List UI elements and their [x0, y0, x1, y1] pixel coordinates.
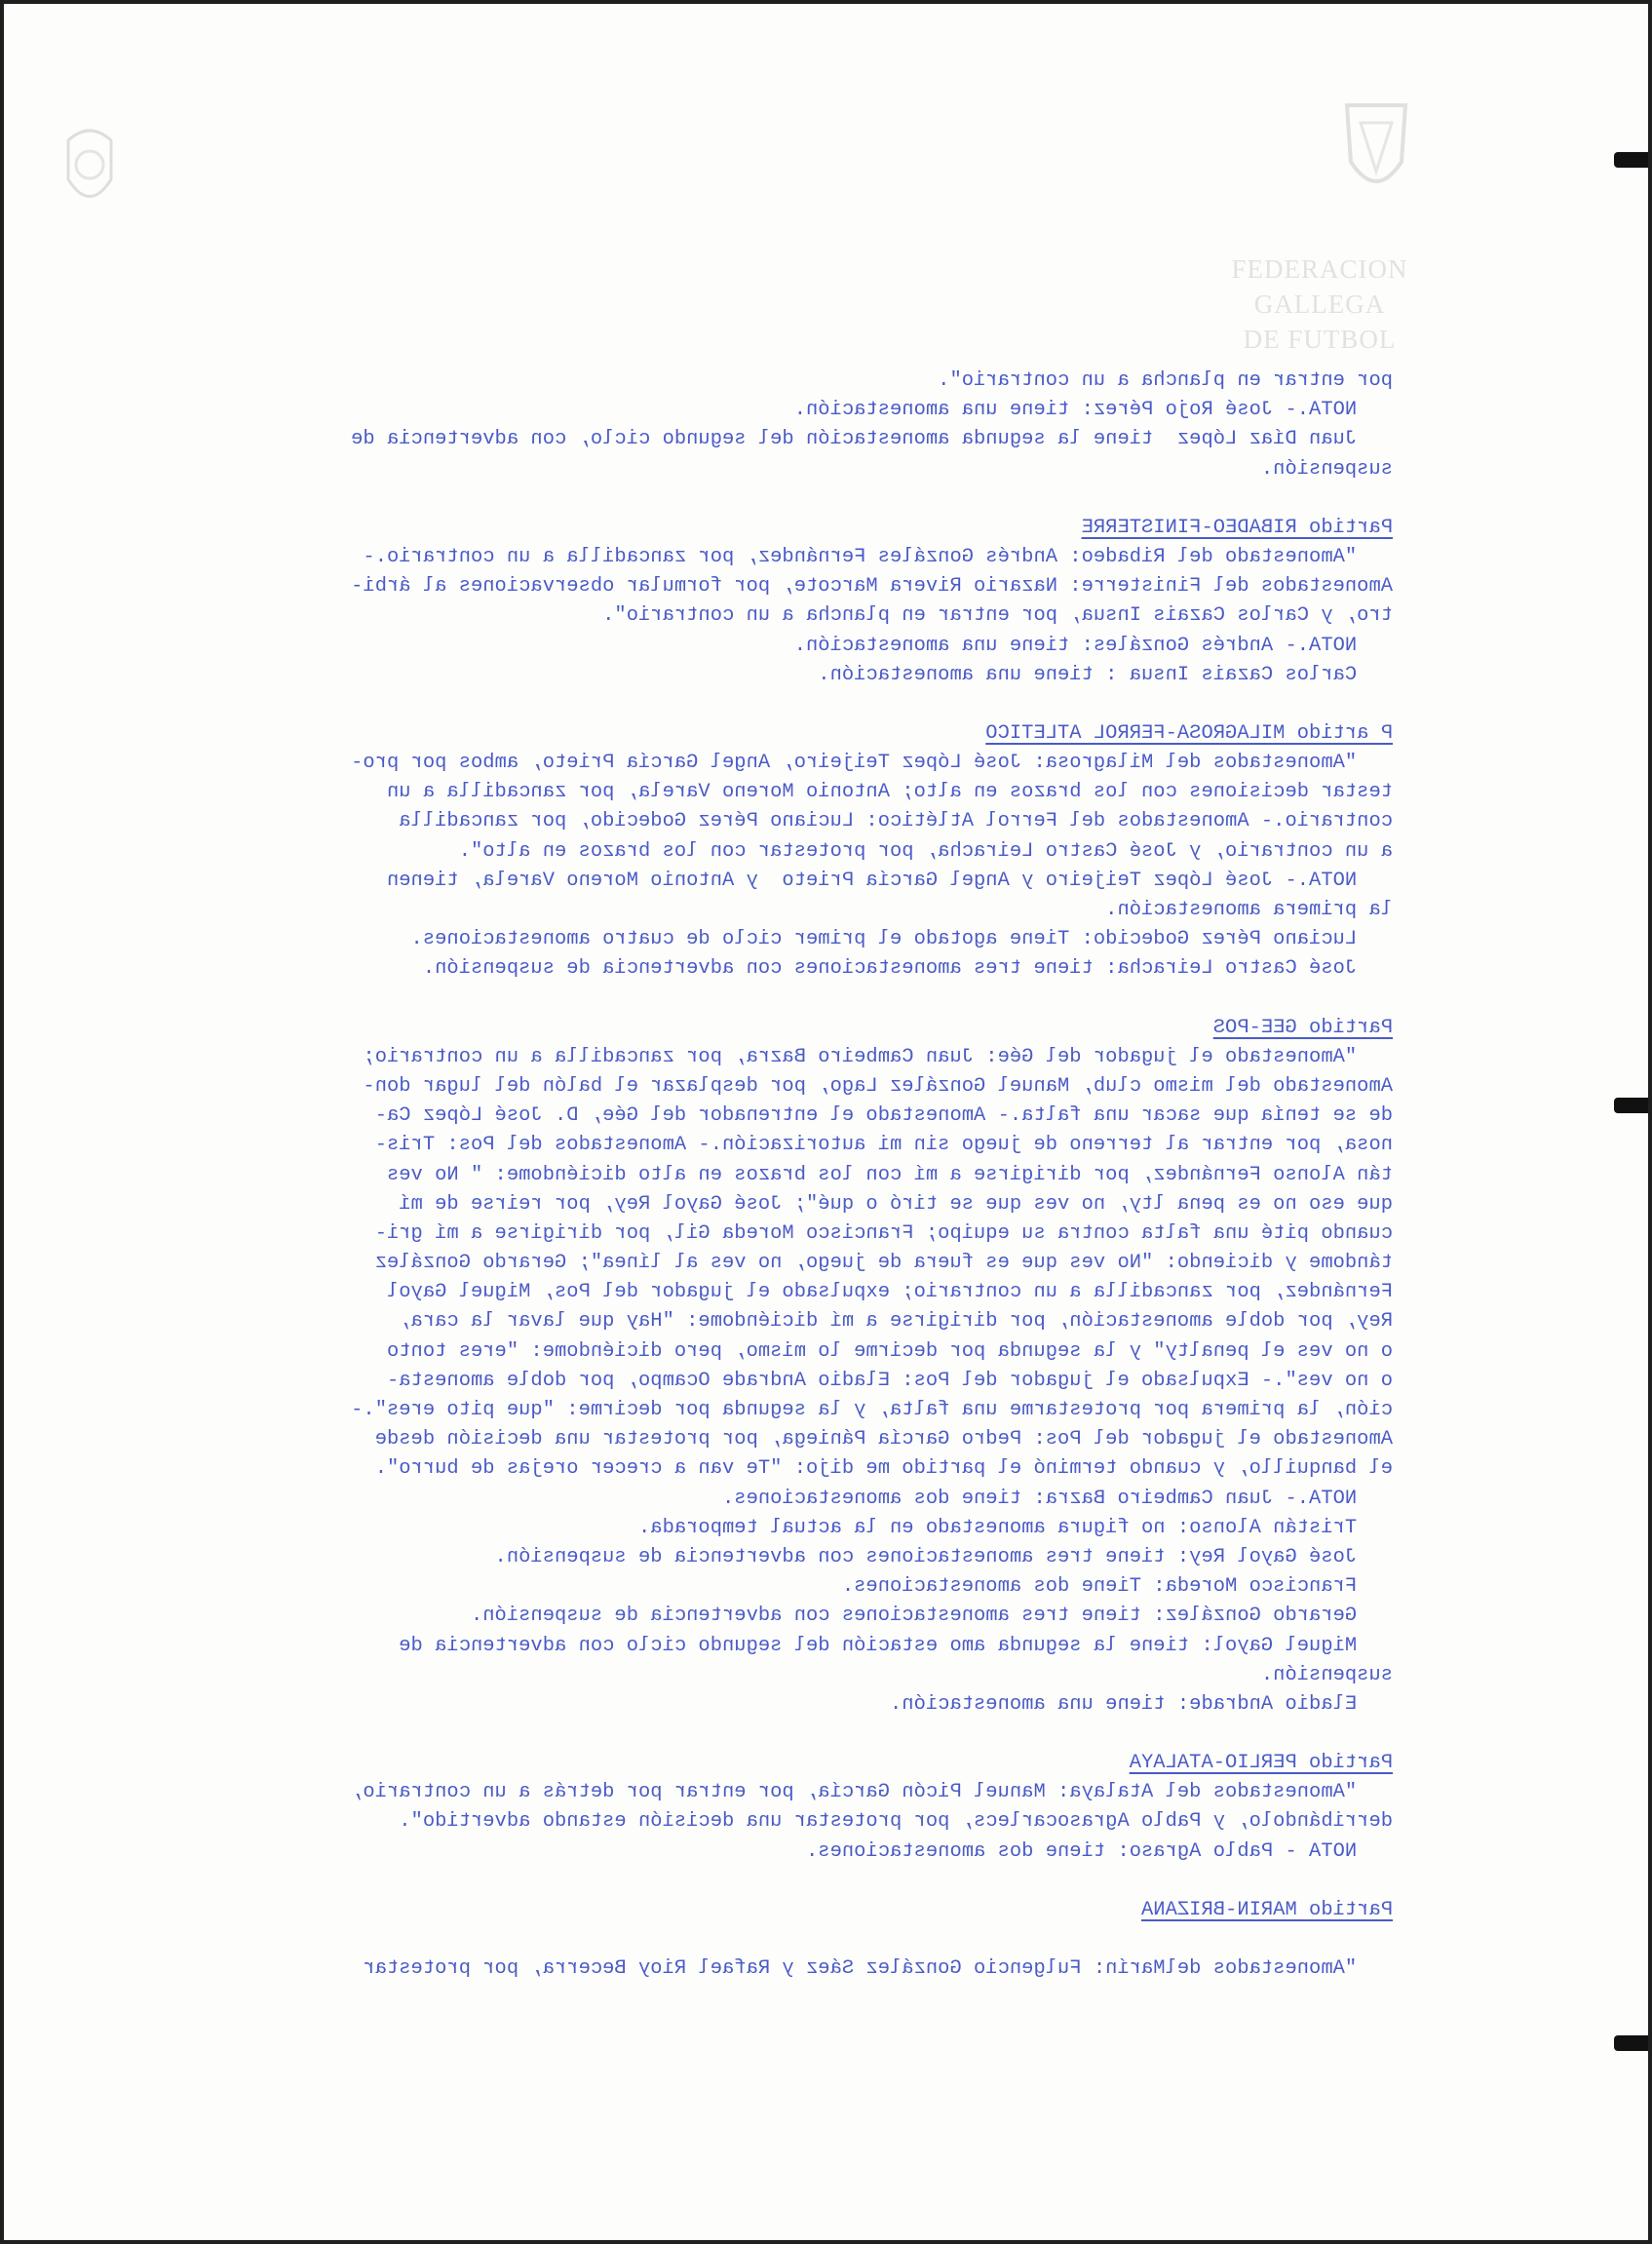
section-heading: Partido MARIN-BRIZANA: [1140, 1898, 1393, 1921]
punch-hole-middle: [1614, 1098, 1648, 1113]
text-line: José Gayol Rey: tiene tres amonestaciones con advertencia de suspensión.: [494, 1545, 1393, 1568]
section-heading: Partido RIBADEO-FINISTERRE: [1081, 516, 1393, 539]
text-line: NOTA - Pablo Agraso: tiene dos amonestaciones.: [805, 1839, 1393, 1863]
text-line: la primera amonestación.: [1105, 899, 1393, 921]
paragraph-gap: [189, 690, 1393, 719]
text-line: Luciano Pérez Godecido: Tiene agotado el primer ciclo de cuatro amonestaciones.: [410, 928, 1393, 951]
text-line: o no ves el penalty" y la segunda por decirme lo mismo, pero diciéndome: "eres tonto: [386, 1339, 1393, 1363]
paragraph-gap: [189, 484, 1393, 514]
text-line: de se tenía que sacar una falta.- Amonestado el entrenador del Gée, D. José López Ca-: [374, 1104, 1393, 1128]
text-line: Francisco Moreda: Tiene dos amonestaciones.: [841, 1575, 1393, 1599]
text-line: suspensión.: [1260, 1663, 1393, 1686]
document-page: [4, 4, 1648, 2240]
text-line: Amonestado del mismo club, Manuel González Lago, por desplazar el balón del lugar don-: [363, 1074, 1393, 1098]
section-heading: Partido PERLIO-ATALAYA: [1129, 1752, 1393, 1775]
text-line: "Amonestados del Milagrosa: José López Teijeiro, Angel García Prieto, ambos por pro-: [351, 752, 1393, 775]
text-line: "Amonestados delMarín: Fulgencio González Sáez y Rafael Rioy Becerra, por protestar: [363, 1957, 1393, 1980]
text-line: a un contrario, y José Castro Leiracha, por protestar con los brazos en alto".: [458, 839, 1393, 863]
text-line: el banquillo, y cuando terminó el partido me dijo: "Te van a crecer orejas de burro".: [374, 1457, 1393, 1481]
text-line: NOTA.- Juan Cambeiro Bazra: tiene dos amonestaciones.: [721, 1487, 1393, 1510]
punch-hole-top: [1614, 152, 1648, 168]
section-heading: Partido GEE-POS: [1212, 1016, 1393, 1039]
text-line: "Amonestado del Ribadeo: Andrés Gonzáles Fernández, por zancadilla a un contrario.-: [363, 545, 1393, 568]
text-line: Amonestados del Finisterre: Nazario Rivera Marcote, por formular observaciones al árbi-: [351, 575, 1393, 599]
mirrored-text-layer: [4, 4, 1648, 2240]
text-line: NOTA.- Andrés Gonzáles: tiene una amonestación.: [793, 634, 1393, 657]
text-line: testar decisiones con los brazos en alto; Antonio Moreno Varela, por zancadilla a un: [386, 781, 1393, 804]
text-line: NOTA.- José Rojo Pérez: tiene una amonestación.: [793, 399, 1393, 422]
text-line: tándome y diciendo: "No ves que es fuera de juego, no ves al línea"; Gerardo González: [374, 1252, 1393, 1275]
text-line: que eso no es pena lty, no ves que se tiró o qué"; José Gayol Rey, por reirse de mí: [399, 1192, 1393, 1216]
typed-text-block: [189, 367, 1393, 1984]
text-line: Rey, por doble amonestación, por dirigirse a mí diciéndome: "Hay que lavar la cara,: [399, 1310, 1393, 1334]
text-line: o no ves".- Expulsado el jugador del Pos: Eladio Andrade Ocampo, por doble amonesta-: [386, 1369, 1393, 1392]
letterhead-line-2: DE FUTBOL: [1243, 325, 1397, 354]
text-line: Juan Díaz López tiene la segunda amonestación del segundo ciclo, con advertencia de: [351, 428, 1393, 451]
text-line: Eladio Andrade: tiene una amonestación.: [889, 1692, 1393, 1716]
text-line: cuando pité una falta contra su equipo; Francisco Moreda Gil, por dirigirse a mí gri-: [374, 1221, 1393, 1245]
text-line: "Amonestado el jugador del Gée: Juan Cambeiro Bazra, por zancadilla a un contrario;: [363, 1045, 1393, 1068]
text-line: Fernández, por zancadilla a un contrario; expulsado el jugador del Pos, Miguel Gayol: [386, 1281, 1393, 1304]
text-line: derribándolo, y Pablo Agrasocarlecs, por protestar una decisión estando advertido".: [399, 1810, 1393, 1834]
punch-hole-bottom: [1614, 2035, 1648, 2051]
text-line: por entrar en plancha a un contrario".: [938, 369, 1393, 392]
text-line: contrario.- Amonestados del Ferrol Atlético: Luciano Pérez Godecido, por zancadilla: [399, 810, 1393, 833]
text-line: Carlos Cazais Insua : tiene una amonestación.: [818, 663, 1393, 686]
section-heading: P artido MILAGROSA-FERROL ATLETICO: [985, 721, 1393, 745]
text-line: suspensión.: [1260, 457, 1393, 481]
paragraph-gap: [189, 1720, 1393, 1749]
text-line: Amonestado el jugador del Pos: Pedro García Pániega, por protestar una decisión desde: [374, 1428, 1393, 1451]
text-line: tro, y Carlos Cazais Insua, por entrar en plancha a un contrario".: [602, 604, 1393, 628]
text-line: "Amonestados del Atalaya: Manuel Picón García, por entrar por detrás a un contrario,: [351, 1781, 1393, 1804]
text-line: José Castro Leiracha: tiene tres amonestaciones con advertencia de suspensión.: [422, 957, 1393, 981]
text-line: Tristán Alonso: no figura amonestado en la actual temporada.: [637, 1516, 1393, 1539]
letterhead-line-1: FEDERACION GALLEGA: [1231, 254, 1408, 319]
text-line: tán Alonso Fernández, por dirigirse a mí con los brazos en alto diciéndome: " No ves: [386, 1163, 1393, 1186]
paragraph-gap: [189, 1867, 1393, 1896]
paragraph-gap: [189, 985, 1393, 1014]
text-line: ción, la primera por protestarme una falta, y la segunda por decirme: "que pito eres".-: [351, 1399, 1393, 1421]
paragraph-gap: [189, 1925, 1393, 1954]
text-line: Gerardo González: tiene tres amonestaciones con advertencia de suspensión.: [470, 1605, 1393, 1628]
text-line: Miguel Gayol: tiene la segunda amo estación del segundo ciclo con advertencia de: [399, 1634, 1393, 1657]
text-line: NOTA.- José López Teijeiro y Angel García Prieto y Antonio Moreno Varela, tienen: [386, 869, 1393, 892]
text-line: nosa, por entrar al terreno de juego sin mi autorización.- Amonestados del Pos: Tris-: [374, 1134, 1393, 1157]
